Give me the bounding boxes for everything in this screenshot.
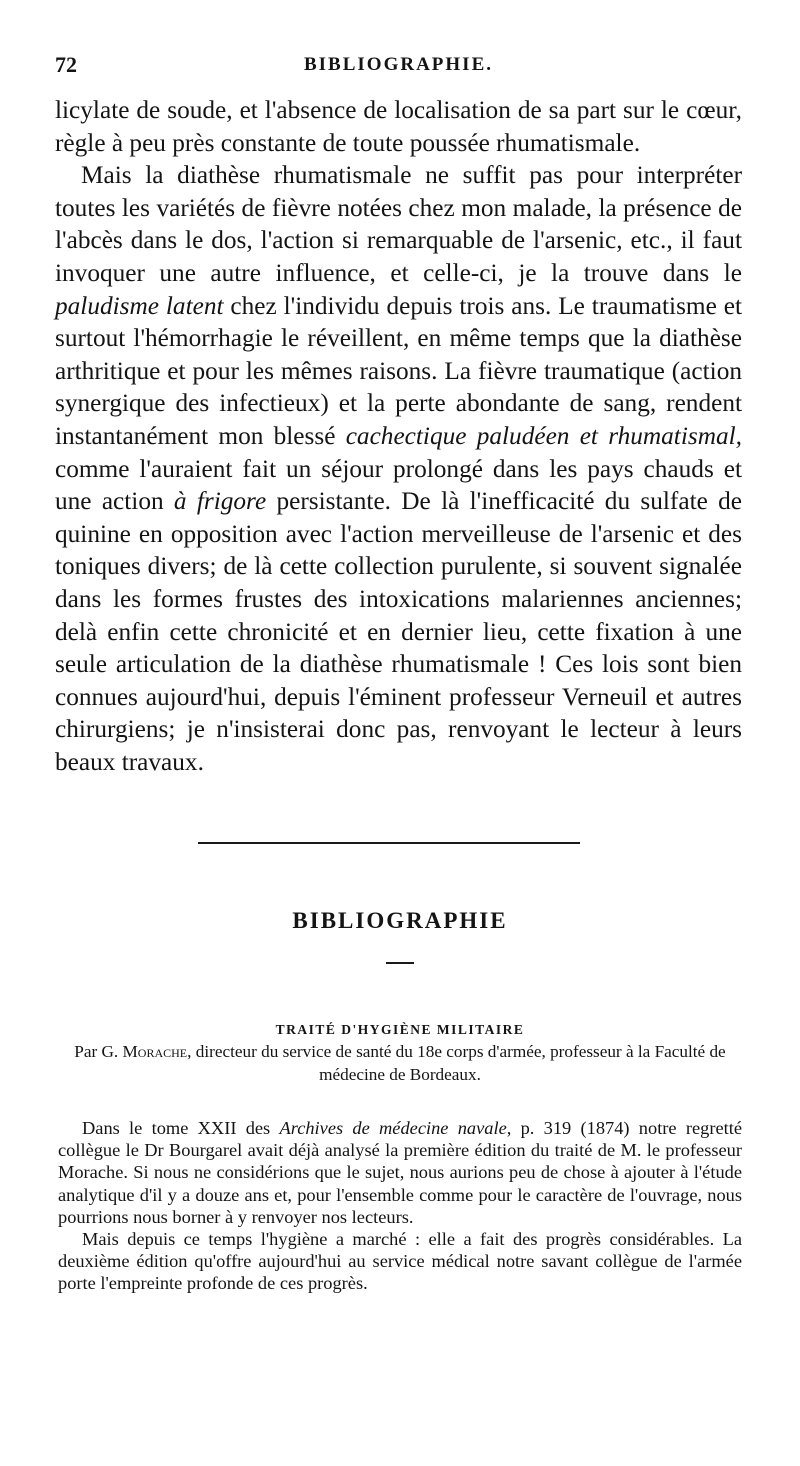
review-paragraph-2: Mais depuis ce temps l'hygiène a marché : elle a fait des progrès considérables. La deuxième édition qu'offre aujourd'hui au service médical notre savant collègue de l'armée porte l'empreinte profonde de ces progrès. [58, 1229, 742, 1294]
byline-author: Morache [122, 1042, 188, 1061]
page-number: 72 [55, 52, 77, 77]
p2-text-c: comme l'auraient fait un séjour prolongé dans les pays chauds et une action [55, 454, 742, 516]
r1-emphasis: Archives de médecine navale [279, 1118, 507, 1138]
byline-rest: , directeur du service de santé du 18e corps d'armée, professeur à la Faculté de médecine de Bordeaux. [187, 1042, 726, 1084]
section-title: BIBLIOGRAPHIE [292, 908, 508, 933]
byline-prefix: Par G. [74, 1042, 123, 1061]
paragraph-1: licylate de soude, et l'absence de localisation de sa part sur le cœur, règle à peu près constante de toute poussée rhumatismale. [55, 96, 742, 157]
section-divider [198, 842, 580, 844]
paragraph-2 [55, 159, 742, 778]
r1-text-a: Dans le tome XXII des [82, 1118, 280, 1138]
review-body [58, 1117, 742, 1295]
review-paragraph-1 [58, 1117, 742, 1228]
p2-emphasis-1: paludisme latent [55, 291, 224, 320]
book-title: TRAITÉ D'HYGIÈNE MILITAIRE [275, 1022, 525, 1037]
p2-emphasis-2: cachectique paludéen et rhumatismal, [345, 421, 742, 450]
r1-text-b: , p. 319 (1874) notre regretté collègue le Dr Bourgarel avait déjà analysé la première édition du traité de M. le professeur Morache. Si nous ne considérions que le sujet, nous aurions peu de chose à ajouter à l'étude analytique d'il y a douze ans et, pour l'ensemble comme pour le caractère de l'ouvrage, nous pourrions nous borner à y renvoyer nos lecteurs. [58, 1118, 743, 1227]
running-head: BIBLIOGRAPHIE. [303, 54, 493, 75]
article-body [55, 94, 742, 778]
title-divider [386, 962, 414, 964]
p2-text-d: persistante. De là l'inefficacité du sulfate de quinine en opposition avec l'action merveilleuse de l'arsenic et des toniques divers; de là cette collection purulente, si souvent signalée dans les formes frustes des intoxications malariennes anciennes; delà enfin cette chronicité et en dernier lieu, cette fixation à une seule articulation de la diathèse rhumatismale ! Ces lois sont bien connues aujourd'hui, depuis l'éminent professeur Verneuil et autres chirurgiens; je n'insisterai donc pas, renvoyant le lecteur à leurs beaux travaux. [55, 487, 742, 776]
byline [60, 1040, 740, 1086]
p2-text-b: chez l'individu depuis trois ans. Le traumatisme et surtout l'hémorrhagie le réveillent, en même temps que la diathèse arthritique et pour les mêmes raisons. La fièvre traumatique (action synergique des infectieux) et la perte abondante de sang, rendent instantanément mon blessé [55, 291, 742, 450]
page-header [55, 50, 742, 80]
p2-text-a: Mais la diathèse rhumatismale ne suffit pas pour interpréter toutes les variétés de fièvre notées chez mon malade, la présence de l'abcès dans le dos, l'action si remarquable de l'arsenic, etc., il faut invoquer une autre influence, et celle-ci, je la trouve dans le [55, 161, 742, 287]
p2-emphasis-3: à frigore [173, 487, 267, 516]
